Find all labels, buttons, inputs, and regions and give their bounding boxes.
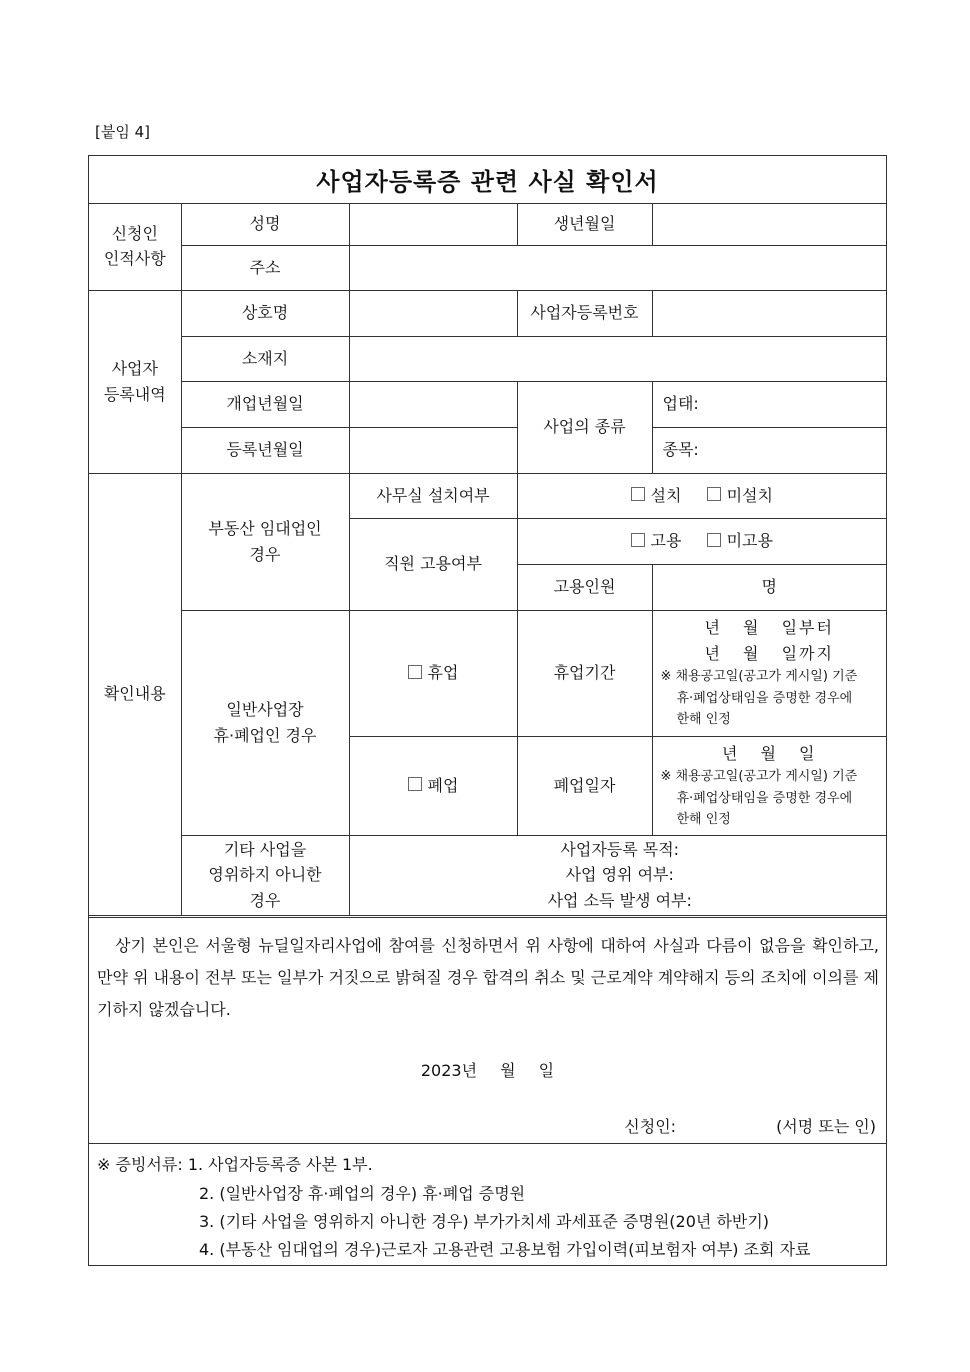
closure-date-label: 폐업일자: [517, 736, 652, 835]
attachment-label: [붙임 4]: [95, 123, 150, 141]
documents-section: [89, 1143, 886, 1265]
birth-label: 생년월일: [517, 203, 652, 245]
closure-date: 년 월 일: [721, 743, 817, 763]
location-field[interactable]: [349, 336, 886, 381]
birth-field[interactable]: [652, 203, 886, 245]
item-field[interactable]: 종목:: [652, 427, 886, 473]
office-install-label: 설치: [650, 485, 682, 505]
reg-purpose-line: 사업자등록 목적:: [560, 839, 680, 859]
pledge-date: 2023년 월 일: [420, 1061, 555, 1080]
applicant-section: 신청인 인적사항: [89, 203, 181, 290]
closure-label: 폐업: [427, 775, 459, 795]
staff-count-field[interactable]: [652, 564, 886, 610]
form-table: [89, 203, 886, 916]
office-none-label: 미설치: [726, 485, 773, 505]
period-to: 년 월 일까지: [704, 643, 834, 663]
staff-none-checkbox[interactable]: [707, 533, 721, 547]
office-options: [517, 473, 886, 518]
realestate-label: 부동산 임대업인 경우: [181, 473, 349, 610]
trade-name-field[interactable]: [349, 290, 517, 336]
address-label: 주소: [181, 245, 349, 290]
documents-heading: ※ 증빙서류:: [97, 1155, 183, 1174]
trade-name-label: 상호명: [181, 290, 349, 336]
reg-date-field[interactable]: [349, 427, 517, 473]
staff-count-label: 고용인원: [517, 564, 652, 610]
location-label: 소재지: [181, 336, 349, 381]
income-line: 사업 소득 발생 여부:: [547, 890, 692, 910]
open-date-field[interactable]: [349, 381, 517, 427]
address-field[interactable]: [349, 245, 886, 290]
document-item-1: 1. 사업자등록증 사본 1부.: [187, 1155, 373, 1174]
open-date-label: 개업년월일: [181, 381, 349, 427]
name-field[interactable]: [349, 203, 517, 245]
suspend-note: ※ 채용공고일(공고가 게시일) 기준 휴·폐업상태임을 증명한 경우에 한해 인정: [660, 669, 858, 728]
office-none-checkbox[interactable]: [707, 487, 721, 501]
suspend-checkbox[interactable]: [408, 665, 422, 679]
form-title: 사업자등록증 관련 사실 확인서: [89, 156, 886, 204]
operation-line: 사업 영위 여부:: [565, 865, 674, 885]
pledge-section: [89, 917, 886, 1143]
suspend-period-field[interactable]: [652, 610, 886, 736]
other-fields[interactable]: [349, 835, 886, 915]
office-install-checkbox[interactable]: [631, 487, 645, 501]
suspend-option: [349, 610, 517, 736]
general-label: 일반사업장 휴·폐업인 경우: [181, 610, 349, 835]
staff-options: [517, 518, 886, 564]
closure-date-field[interactable]: [652, 736, 886, 835]
business-section: 사업자 등록내역: [89, 290, 181, 473]
staff-label: 직원 고용여부: [349, 518, 517, 610]
staff-count-unit: 명: [761, 577, 777, 597]
document-item-2: 2. (일반사업장 휴·폐업의 경우) 휴·폐업 증명원: [199, 1184, 526, 1203]
confirm-section: 확인내용: [89, 473, 181, 915]
staff-hire-label: 고용: [650, 531, 682, 551]
applicant-sign-label: 신청인:: [624, 1117, 677, 1136]
reg-no-label: 사업자등록번호: [517, 290, 652, 336]
document-item-4: 4. (부동산 임대업의 경우)근로자 고용관련 고용보험 가입이력(피보험자 여부) 조회 자료: [199, 1240, 811, 1259]
staff-hire-checkbox[interactable]: [631, 533, 645, 547]
suspend-label: 휴업: [427, 663, 459, 683]
pledge-text: 상기 본인은 서울형 뉴딜일자리사업에 참여를 신청하면서 위 사항에 대하여 사실과 다름이 없음을 확인하고, 만약 위 내용이 전부 또는 일부가 거짓으로 밝혀질 경우 합격의 취소 및 근로계약 계약해지 등의 조치에 이의를 제기하지 않겠습니다.: [97, 936, 879, 1019]
applicant-signature[interactable]: [624, 1114, 876, 1137]
business-type-label: 사업의 종류: [517, 381, 652, 473]
closure-checkbox[interactable]: [408, 777, 422, 791]
sign-label: (서명 또는 인): [776, 1117, 876, 1136]
staff-none-label: 미고용: [726, 531, 773, 551]
suspend-period-label: 휴업기간: [517, 610, 652, 736]
confirmation-form: [88, 155, 887, 1266]
name-label: 성명: [181, 203, 349, 245]
reg-no-field[interactable]: [652, 290, 886, 336]
document-item-3: 3. (기타 사업을 영위하지 아니한 경우) 부가가치세 과세표준 증명원(20년 하반기): [199, 1212, 770, 1231]
closure-note: ※ 채용공고일(공고가 게시일) 기준 휴·폐업상태임을 증명한 경우에 한해 인정: [660, 769, 858, 828]
period-from: 년 월 일부터: [704, 618, 834, 638]
closure-option: [349, 736, 517, 835]
other-label: 기타 사업을 영위하지 아니한 경우: [181, 835, 349, 915]
office-label: 사무실 설치여부: [349, 473, 517, 518]
category-field[interactable]: 업태:: [652, 381, 886, 427]
reg-date-label: 등록년월일: [181, 427, 349, 473]
